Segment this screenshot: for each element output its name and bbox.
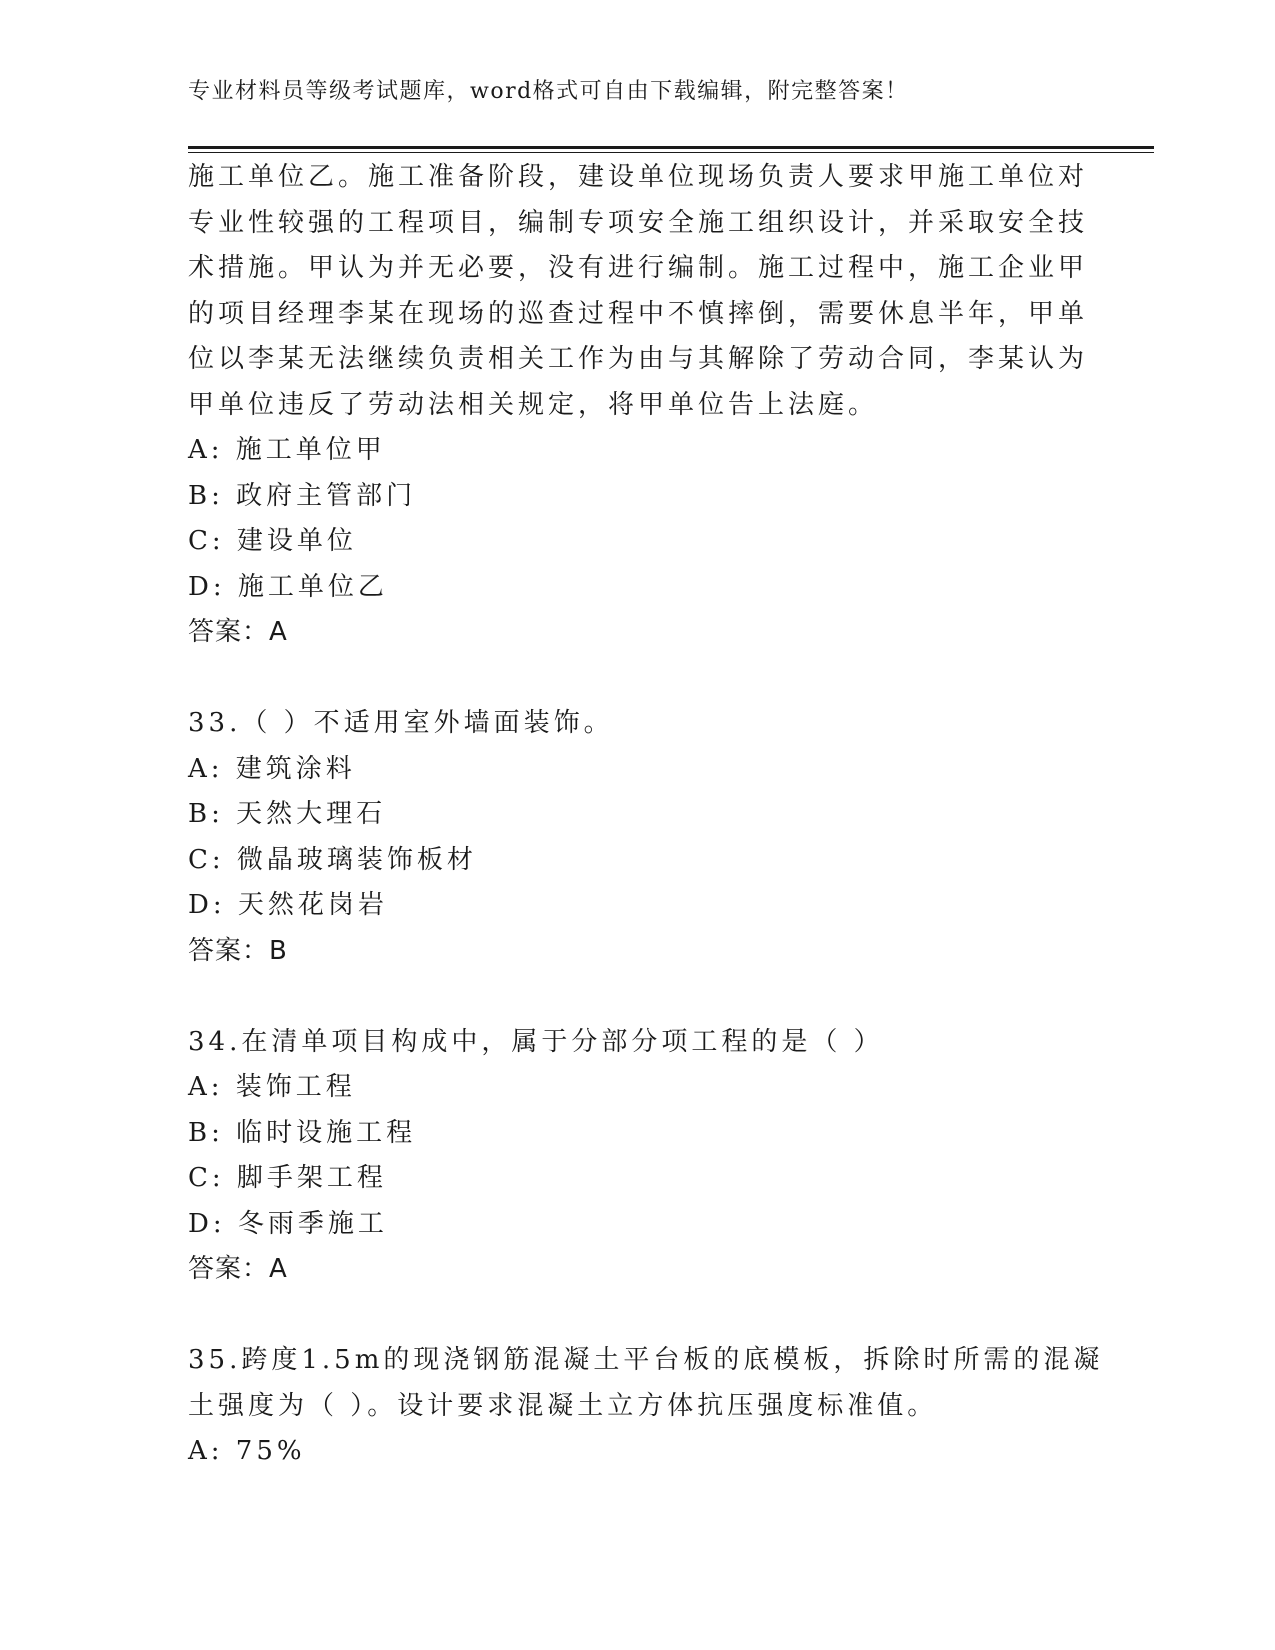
option-b: B: 政府主管部门: [188, 480, 417, 511]
option-a: A: 建筑涂料: [188, 753, 356, 784]
option-a: A: 施工单位甲: [188, 435, 386, 465]
option-a: A: 装饰工程: [188, 1072, 356, 1102]
spacer: [188, 1293, 1068, 1339]
option-c: C: 微晶玻璃装饰板材: [188, 844, 477, 875]
header-rule-thin: [188, 152, 1154, 153]
option-c: C: 建设单位: [188, 526, 357, 556]
answer-label: 答案：B: [188, 935, 288, 966]
question-33: [188, 701, 1068, 974]
spacer: [188, 974, 1068, 1020]
option-c: C: 脚手架工程: [188, 1163, 387, 1193]
option-a: A: 75%: [188, 1436, 306, 1466]
page-header: 专业材料员等级考试题库，word格式可自由下载编辑，附完整答案！: [188, 79, 909, 104]
question-stem-line: 术措施。甲认为并无必要，没有进行编制。施工过程中，施工企业甲: [188, 253, 1089, 283]
question-stem-line: 位以李某无法继续负责相关工作为由与其解除了劳动合同，李某认为: [188, 344, 1089, 374]
question-content: [188, 155, 1104, 1475]
option-d: D: 冬雨季施工: [188, 1208, 388, 1239]
question-35: [188, 1338, 1104, 1475]
option-b: B: 天然大理石: [188, 799, 387, 829]
question-stem: 33.（ ）不适用室外墙面装饰。: [188, 708, 614, 738]
question-stem-line: 施工单位乙。施工准备阶段，建设单位现场负责人要求甲施工单位对: [188, 162, 1089, 192]
option-d: D: 施工单位乙: [188, 571, 388, 602]
question-stem-line: 的项目经理李某在现场的巡查过程中不慎摔倒，需要休息半年，甲单: [188, 298, 1089, 329]
question-stem-line: 专业性较强的工程项目，编制专项安全施工组织设计，并采取安全技: [188, 207, 1089, 238]
question-34: [188, 1020, 1068, 1293]
header-rule-thick: [188, 146, 1154, 149]
option-b: B: 临时设施工程: [188, 1117, 417, 1148]
question-stem: 34.在清单项目构成中，属于分部分项工程的是（ ）: [188, 1026, 884, 1057]
question-stem-line: 35.跨度1.5m的现浇钢筋混凝土平台板的底模板，拆除时所需的混凝: [188, 1345, 1104, 1375]
spacer: [188, 656, 1068, 702]
question-stem-line: 甲单位违反了劳动法相关规定，将甲单位告上法庭。: [188, 389, 879, 420]
answer-label: 答案：A: [188, 1254, 288, 1284]
answer-label: 答案：A: [188, 617, 288, 647]
question-32: [188, 155, 1089, 656]
option-d: D: 天然花岗岩: [188, 890, 388, 920]
question-stem-line: 土强度为（ ）。设计要求混凝土立方体抗压强度标准值。: [188, 1390, 938, 1421]
